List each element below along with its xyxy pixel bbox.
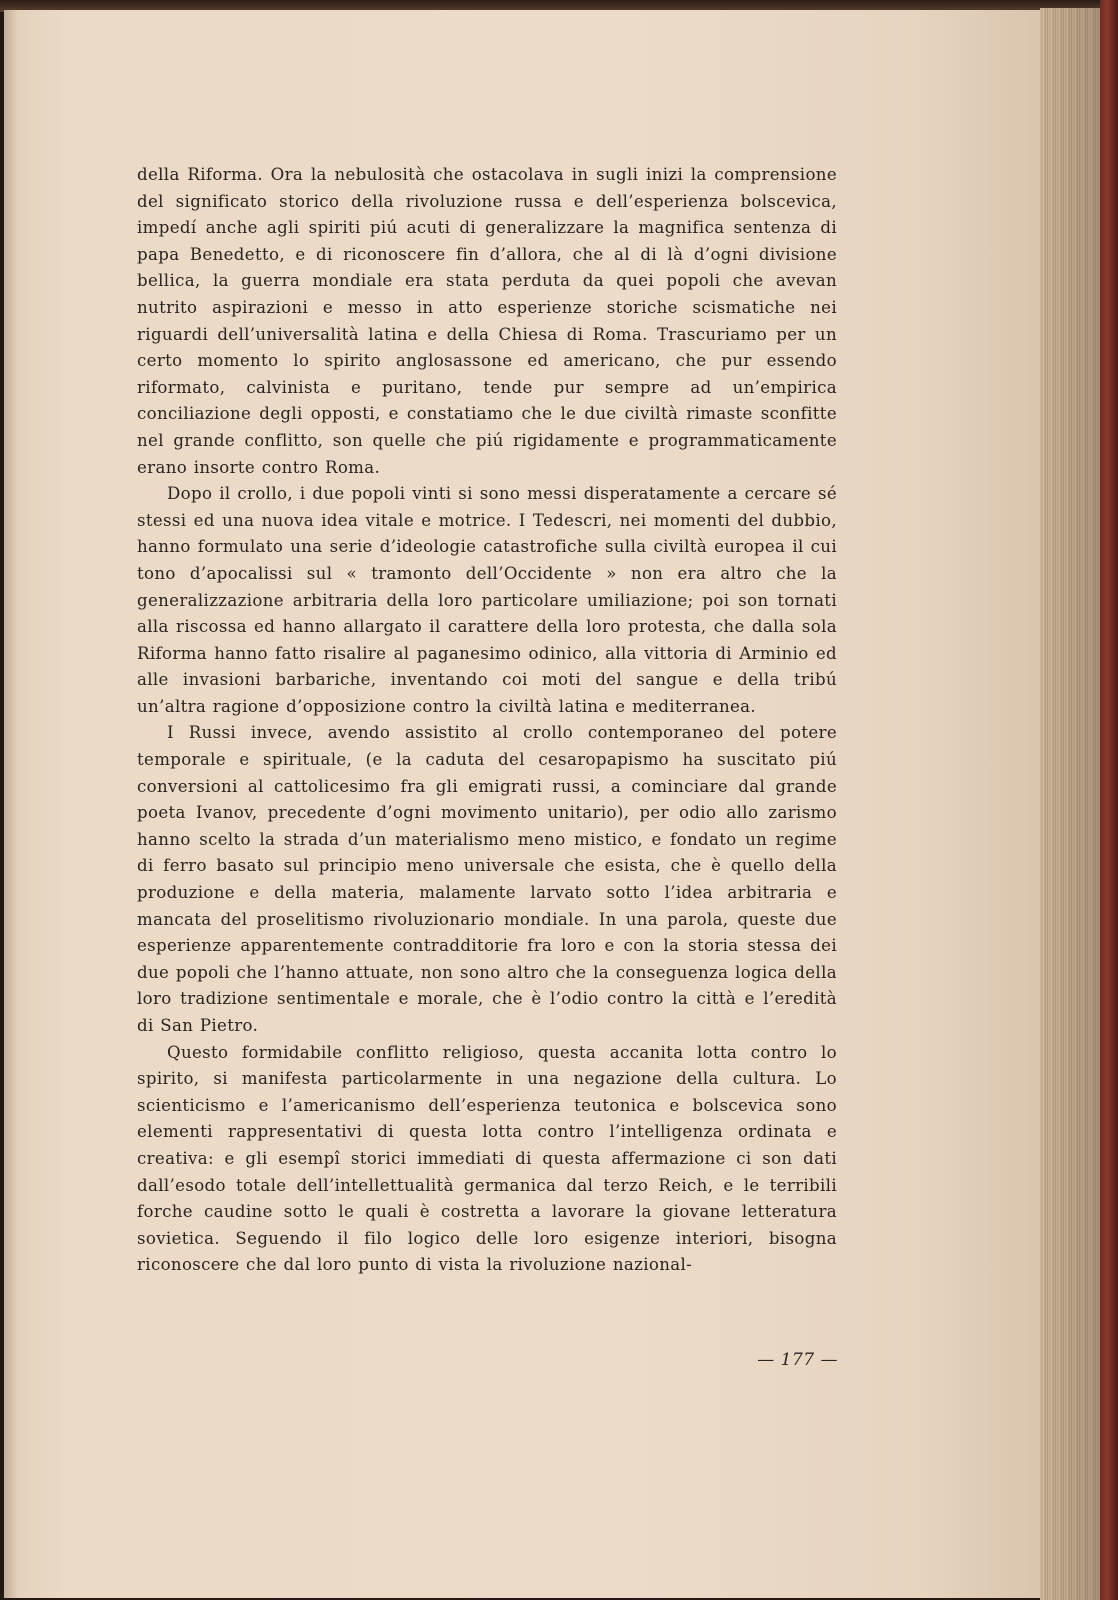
page-number (738, 1350, 838, 1370)
page-number-dash-right: — (820, 1350, 838, 1370)
paragraph-4: Questo formidabile conflitto religioso, questa accanita lotta contro lo spirito, si manifesta particolarmente in una negazione della cultura. Lo scienticismo e l’americanismo dell’esperienza teutonica e bolscevica sono elementi rappresentativi di questa lotta contro l’intelligenza ordinata e creativa: e gli esempî storici immediati di questa affermazione ci son dati dall’esodo totale dell’intellettualità germanica dal terzo Reich, e le terribili forche caudine sotto le quali è costretta a lavorare la giovane letteratura sovietica. Seguendo il filo logico delle loro esigenze interiori, bisogna riconoscere che dal loro punto di vista la rivoluzione nazional- (137, 1042, 837, 1275)
paragraph-1: della Riforma. Ora la nebulosità che ostacolava in sugli inizi la comprensione del significato storico della rivoluzione russa e dell’esperienza bolscevica, impedí anche agli spiriti piú acuti di generalizzare la magnifica sentenza di papa Benedetto, e di riconoscere fin d’allora, che al di là d’ogni divisione bellica, la guerra mondiale era stata perduta da quei popoli che avevan nutrito aspirazioni e messo in atto esperienze storiche scismatiche nei riguardi dell’universalità latina e della Chiesa di Roma. Trascuriamo per un certo momento lo spirito anglosassone ed americano, che pur essendo riformato, calvinista e puritano, tende pur sempre ad un’empirica conciliazione degli opposti, e constatiamo che le due civiltà rimaste sconfitte nel grande conflitto, son quelle che piú rigidamente e programmaticamente erano insorte contro Roma. (137, 165, 837, 477)
page-number-value: 177 (780, 1350, 815, 1370)
book-cover-edge (1100, 0, 1118, 1600)
paragraph-2: Dopo il crollo, i due popoli vinti si sono messi disperatamente a cercare sé stessi ed una nuova idea vitale e motrice. I Tedescri, nei momenti del dubbio, hanno formulato una serie d’ideologie catastrofiche sulla civiltà europea il cui tono d’apocalissi sul « tramonto dell’Occidente » non era altro che la generalizzazione arbitraria della loro particolare umiliazione; poi son tornati alla riscossa ed hanno allargato il carattere della loro protesta, che dalla sola Riforma hanno fatto risalire al paganesimo odinico, alla vittoria di Arminio ed alle invasioni barbariche, inventando coi moti del sangue e della tribú un’altra ragione d’opposizione contro la civiltà latina e mediterranea. (137, 484, 837, 716)
page-number-dash-left: — (757, 1350, 775, 1370)
body-text (137, 162, 837, 1279)
paragraph-3: I Russi invece, avendo assistito al crollo contemporaneo del potere temporale e spirituale, (e la caduta del cesaropapismo ha suscitato piú conversioni al cattolicesimo fra gli emigrati russi, a cominciare dal grande poeta Ivanov, precedente d’ogni movimento unitario), per odio allo zarismo hanno scelto la strada d’un materialismo meno mistico, e fondato un regime di ferro basato sul principio meno universale che esista, che è quello della produzione e della materia, malamente larvato sotto l’idea arbitraria e mancata del proselitismo rivoluzionario mondiale. In una parola, queste due esperienze apparentemente contradditorie fra loro e con la storia stessa dei due popoli che l’hanno attuate, non sono altro che la conseguenza logica della loro tradizione sentimentale e morale, che è l’odio contro la città e l’eredità di San Pietro. (137, 723, 837, 1035)
gutter-shadow (4, 10, 18, 1598)
